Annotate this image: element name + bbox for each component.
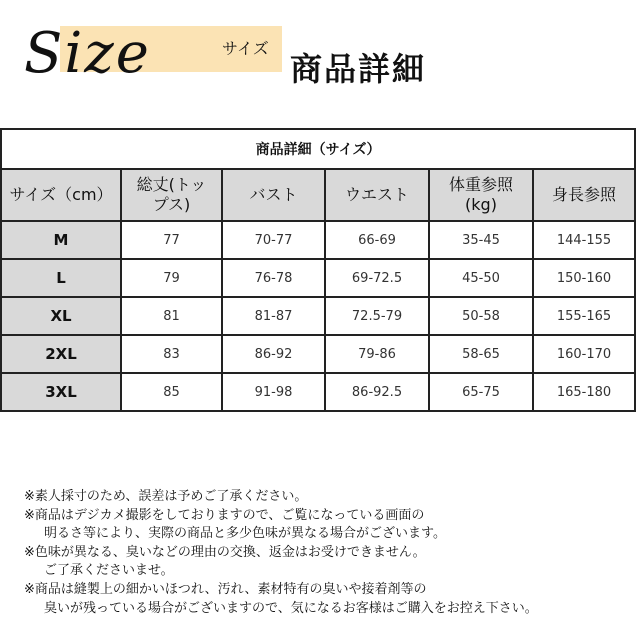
table-cell: 86-92 — [222, 335, 325, 373]
column-header-text: プス) — [152, 195, 191, 214]
column-header — [222, 169, 325, 221]
table-cell: 81-87 — [222, 297, 325, 335]
table-row — [1, 221, 635, 259]
notes-section — [24, 488, 636, 618]
size-label-cell: M — [1, 221, 121, 259]
size-script-title: Size — [24, 21, 151, 86]
note-line: ※商品は縫製上の細かいほつれ、汚れ、素材特有の臭いや接着剤等の — [24, 581, 427, 597]
table-cell: 35-45 — [429, 221, 533, 259]
size-label-cell: 3XL — [1, 373, 121, 411]
note-line: ※色味が異なる、臭いなどの理由の交換、返金はお受けできません。 — [24, 544, 426, 560]
column-header — [533, 169, 635, 221]
column-header-text: 体重参照 — [448, 175, 513, 194]
table-caption-row — [1, 129, 635, 169]
table-cell: 91-98 — [222, 373, 325, 411]
table-caption: 商品詳細（サイズ） — [1, 129, 635, 169]
column-header — [429, 169, 533, 221]
table-cell: 72.5-79 — [325, 297, 429, 335]
table-cell: 70-77 — [222, 221, 325, 259]
column-header — [1, 169, 121, 221]
table-cell: 69-72.5 — [325, 259, 429, 297]
table-cell: 150-160 — [533, 259, 635, 297]
table-cell: 86-92.5 — [325, 373, 429, 411]
size-label-cell: XL — [1, 297, 121, 335]
table-cell: 50-58 — [429, 297, 533, 335]
table-cell: 85 — [121, 373, 222, 411]
note-line: ※素人採寸のため、誤差は予めご了承ください。 — [24, 489, 308, 504]
table-cell: 65-75 — [429, 373, 533, 411]
table-cell: 79-86 — [325, 335, 429, 373]
column-header-text: 総丈(トッ — [136, 175, 207, 194]
table-cell: 66-69 — [325, 221, 429, 259]
table-cell: 81 — [121, 297, 222, 335]
table-cell: 160-170 — [533, 335, 635, 373]
table-cell: 155-165 — [533, 297, 635, 335]
column-header-text: サイズ（cm） — [9, 185, 113, 204]
table-cell: 144-155 — [533, 221, 635, 259]
column-header-text: バスト — [249, 185, 298, 204]
table-header-row — [1, 169, 635, 221]
product-details-title: 商品詳細 — [290, 50, 427, 88]
column-header-text: (kg) — [465, 195, 497, 214]
note-line: ご了承くださいませ。 — [44, 563, 174, 579]
column-header — [325, 169, 429, 221]
page-header — [0, 0, 640, 110]
table-cell: 77 — [121, 221, 222, 259]
table-cell: 45-50 — [429, 259, 533, 297]
column-header-text: 身長参照 — [552, 185, 617, 204]
table-row — [1, 335, 635, 373]
note-line: 臭いが残っている場合がございますので、気になるお客様はご購入をお控え下さい。 — [44, 600, 538, 616]
table-cell: 79 — [121, 259, 222, 297]
size-kana-label: サイズ — [222, 39, 269, 58]
size-label-cell: 2XL — [1, 335, 121, 373]
table-row — [1, 259, 635, 297]
column-header — [121, 169, 222, 221]
size-table — [0, 128, 636, 412]
table-cell: 165-180 — [533, 373, 635, 411]
table-cell: 58-65 — [429, 335, 533, 373]
table-cell: 83 — [121, 335, 222, 373]
note-line: ※商品はデジカメ撮影をしておりますので、ご覧になっている画面の — [24, 507, 425, 523]
table-cell: 76-78 — [222, 259, 325, 297]
column-header-text: ウエスト — [344, 185, 409, 204]
table-row — [1, 373, 635, 411]
size-label-cell: L — [1, 259, 121, 297]
table-row — [1, 297, 635, 335]
note-line: 明るさ等により、実際の商品と多少色味が異なる場合がございます。 — [44, 526, 446, 542]
